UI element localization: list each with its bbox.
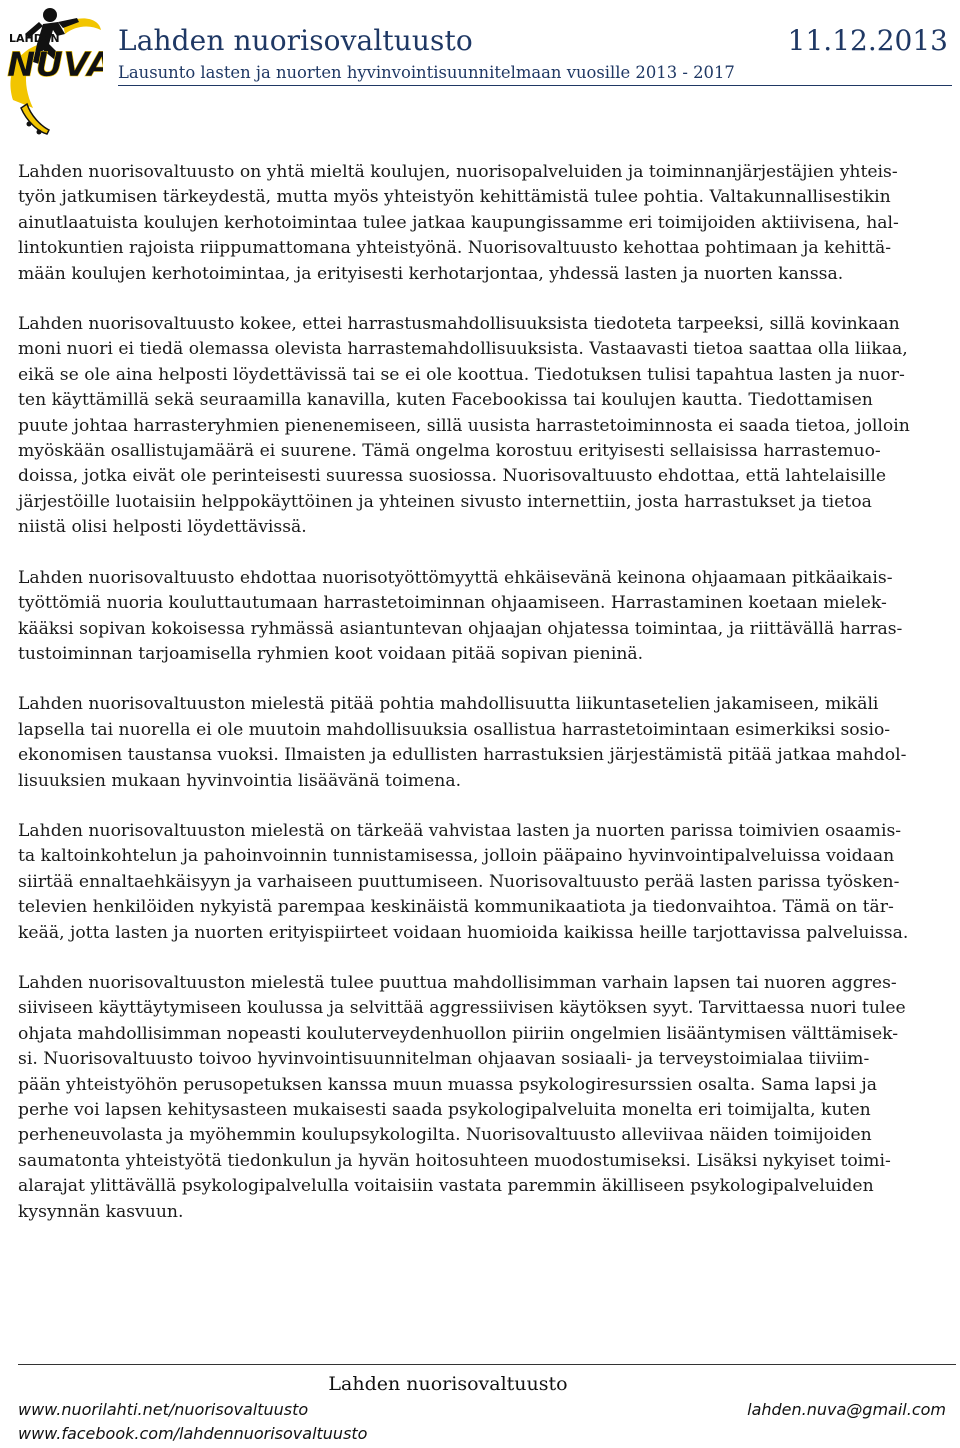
footer-divider	[18, 1364, 956, 1365]
statement-body	[18, 160, 958, 1250]
footer-facebook-link[interactable]: www.facebook.com/lahdennuorisovaltuusto	[18, 1424, 368, 1443]
paragraph-club-activities: Lahden nuorisovaltuusto on yhtä mieltä koulujen, nuorisopalveluiden ja toiminnanjärjestäjien yhteis- työn jatkumisen tärkeydestä, mutta myös yhteistyön kehittämistä tulee pohtia. Valtakunnallisestikin ainutlaatuista koulujen kerhotoimintaa tulee jatkaa kaupungissamme eri toimijoiden aktiivisena, hal- lintokuntien rajoista riippumattomana yhteistyönä. Nuorisovaltuusto kehottaa pohtimaan ja kehittä- mään koulujen kerhotoimintaa, ja erityisesti kerhotarjontaa, yhdessä lasten ja nuorten kanssa.	[18, 162, 899, 284]
paragraph-sports-vouchers: Lahden nuorisovaltuuston mielestä pitää pohtia mahdollisuutta liikuntasetelien jakamiseen, mikäli lapsella tai nuorella ei ole muutoin mahdollisuuksia osallistua harrastetoimintaan esimerkiksi sosio- ekonomisen taustansa vuoksi. Ilmaisten ja edullisten harrastuksien järjestämistä pitää jatkaa mahdol- lisuuksien mukaan hyvinvointia lisäävänä toimena.	[18, 694, 907, 791]
document-subtitle: Lausunto lasten ja nuorten hyvinvointisuunnitelmaan vuosille 2013 - 2017	[118, 63, 952, 86]
logo-line1: LAHDEN	[9, 32, 60, 45]
paragraph-youth-unemployment: Lahden nuorisovaltuusto ehdottaa nuorisotyöttömyyttä ehkäisevänä keinona ohjaamaan pitkäaikais- työttömiä nuoria kouluttautumaan harrastetoiminnan ohjaamiseen. Harrastaminen koetaan mielek- kääksi sopivan kokoisessa ryhmässä asiantuntevan ohjaajan ohjatessa toimintaa, ja riittävällä harras- tustoiminnan tarjoamisella ryhmien koot voidaan pitää sopivan pieninä.	[18, 567, 903, 664]
paragraph-hobby-information: Lahden nuorisovaltuusto kokee, ettei harrastusmahdollisuuksista tiedoteta tarpeeksi, sillä kovinkaan moni nuori ei tiedä olemassa olevista harrastemahdollisuuksista. Vastaavasti tietoa saattaa olla liikaa, eikä se ole aina helposti löydettävissä tai se ei ole koottua. Tiedotuksen tulisi tapahtua lasten ja nuor- ten käyttämillä sekä seuraamilla kanavilla, kuten Facebookissa tai koulujen kautta. Tiedottamisen puute johtaa harrasteryhmien pienenemiseen, sillä uusista harrastetoiminnosta ei saada tietoa, jolloin myöskään osallistujamäärä ei suurene. Tämä ongelma korostuu erityisesti sellaisissa harrastemuo- doissa, jotka eivät ole perinteisesti suuressa suosiossa. Nuorisovaltuusto ehdottaa, että lahtelaisille järjestöille luotaisiin helppokäyttöinen ja yhteinen sivusto internettiin, josta harrastukset ja tietoa niistä olisi helposti löydettävissä.	[18, 314, 910, 538]
footer-organization: Lahden nuorisovaltuusto	[328, 1373, 568, 1395]
paragraph-psychology-services: Lahden nuorisovaltuuston mielestä tulee puuttua mahdollisimman varhain lapsen tai nuoren aggres- siiviseen käyttäytymiseen koulussa ja selvittää aggressiivisen käytöksen syyt. Tarvittaessa nuori tulee ohjata mahdollisimman nopeasti kouluterveydenhuollon piiriin ongelmien lisääntymisen välttämisek- si. Nuorisovaltuusto toivoo hyvinvointisuunnitelman ohjaavan sosiaali- ja terveystoimialaa tiiviim- pään yhteistyöhön perusopetuksen kanssa muun muassa psykologiresurssien osalta. Sama lapsi ja perhe voi lapsen kehitysasteen mukaisesti saada psykologipalveluita monelta eri toimijalta, kuten perheneuvolasta ja myöhemmin koulupsykologilta. Nuorisovaltuusto alleviivaa näiden toimijoiden saumatonta yhteistyötä tiedonkulun ja hyvän hoitosuhteen muodostumiseksi. Lisäksi nykyiset toimi- alarajat ylittävällä psykologipalvelulla voitaisiin vastata paremmin äkilliseen psykologipalveluiden kysynnän kasvuun.	[18, 972, 906, 1222]
logo-line2: NUVA	[7, 45, 103, 85]
paragraph-early-intervention: Lahden nuorisovaltuuston mielestä on tärkeää vahvistaa lasten ja nuorten parissa toimivien osaamis- ta kaltoinkohtelun ja pahoinvoinnin tunnistamisessa, jolloin pääpaino hyvinvointipalveluissa voidaan siirtää ennaltaehkäisyyn ja varhaiseen puuttumiseen. Nuorisovaltuusto perää lasten parissa työsken- televien henkilöiden nykyistä parempaa keskinäistä kommunikaatiota ja tiedonvaihtoa. Tämä on tär- keää, jotta lasten ja nuorten erityispiirteet voidaan huomioida kaikissa heille tarjottavissa palveluissa.	[18, 820, 909, 943]
nuva-logo	[3, 4, 103, 138]
document-date: 11.12.2013	[787, 24, 948, 57]
skateboarder-logo-icon	[3, 4, 103, 138]
footer-website-link[interactable]: www.nuorilahti.net/nuorisovaltuusto	[18, 1400, 309, 1419]
organization-title: Lahden nuorisovaltuusto	[118, 24, 473, 57]
footer-email-link[interactable]: lahden.nuva@gmail.com	[747, 1400, 946, 1419]
